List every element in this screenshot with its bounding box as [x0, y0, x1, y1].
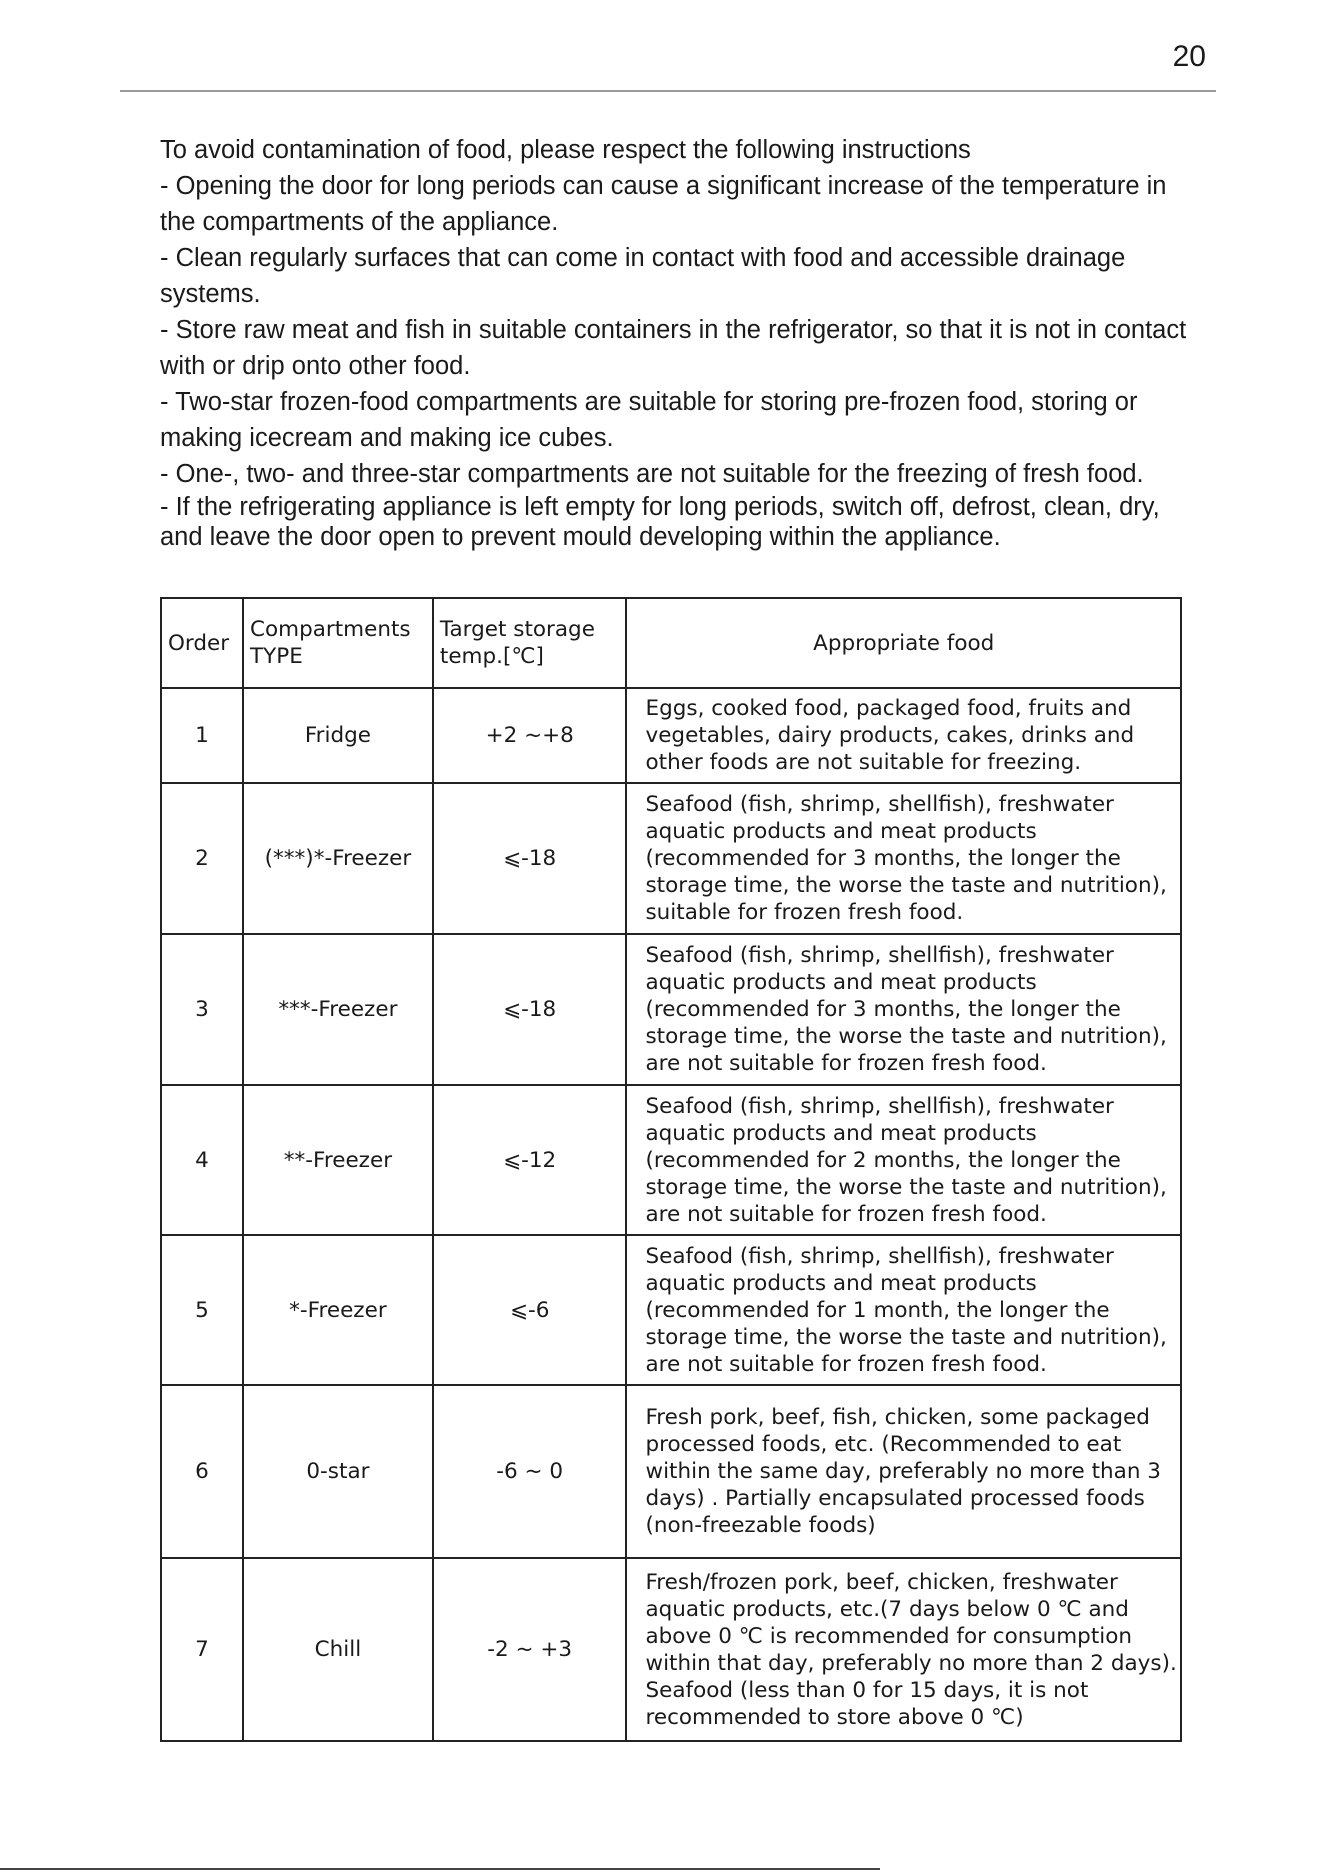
footer-divider: [0, 1868, 880, 1870]
header-order: Order: [161, 598, 243, 688]
cell-food: Seafood (fish, shrimp, shellfish), freshwater aquatic products and meat products (recommended for 2 months, the longer the storage time, the worse the taste and nutrition), are not suitable for frozen fresh food.: [626, 1085, 1181, 1235]
cell-type: Chill: [243, 1558, 433, 1741]
storage-table: [160, 597, 1182, 1742]
cell-food: Seafood (fish, shrimp, shellfish), freshwater aquatic products and meat products (recommended for 3 months, the longer the storage time, the worse the taste and nutrition), are not suitable for frozen fresh food.: [626, 934, 1181, 1085]
cell-order: 2: [161, 783, 243, 934]
cell-temp: ⩽-18: [433, 934, 627, 1085]
table-row: [161, 1558, 1181, 1741]
cell-order: 7: [161, 1558, 243, 1741]
instructions-section: [160, 132, 1190, 552]
table-row: [161, 783, 1181, 934]
cell-type: 0-star: [243, 1385, 433, 1558]
cell-type: ***-Freezer: [243, 934, 433, 1085]
cell-type: *-Freezer: [243, 1235, 433, 1385]
cell-temp: ⩽-6: [433, 1235, 627, 1385]
table-row: [161, 1385, 1181, 1558]
cell-food: Eggs, cooked food, packaged food, fruits and vegetables, dairy products, cakes, drinks and other foods are not suitable for freezing.: [626, 688, 1181, 783]
cell-temp: -2 ~ +3: [433, 1558, 627, 1741]
header-appropriate-food: Appropriate food: [626, 598, 1181, 688]
cell-order: 5: [161, 1235, 243, 1385]
cell-order: 4: [161, 1085, 243, 1235]
cell-temp: -6 ~ 0: [433, 1385, 627, 1558]
cell-temp: +2 ~+8: [433, 688, 627, 783]
cell-temp: ⩽-12: [433, 1085, 627, 1235]
cell-order: 1: [161, 688, 243, 783]
cell-type: Fridge: [243, 688, 433, 783]
table-row: [161, 934, 1181, 1085]
header-target-temp: Target storage temp.[℃]: [433, 598, 627, 688]
cell-food: Seafood (fish, shrimp, shellfish), freshwater aquatic products and meat products (recommended for 3 months, the longer the storage time, the worse the taste and nutrition), suitable for frozen fresh food.: [626, 783, 1181, 934]
header-compartment-type: Compartments TYPE: [243, 598, 433, 688]
instruction-item: - One-, two- and three-star compartments are not suitable for the freezing of fresh food.: [160, 460, 1144, 488]
instruction-item: - Opening the door for long periods can cause a significant increase of the temperature in the compartments of the appliance.: [160, 172, 1167, 236]
cell-type: (***)*-Freezer: [243, 783, 433, 934]
cell-temp: ⩽-18: [433, 783, 627, 934]
header-divider: [120, 90, 1216, 92]
instruction-item: - If the refrigerating appliance is left empty for long periods, switch off, defrost, clean, dry, and leave the door open to prevent mould developing within the appliance.: [160, 493, 1160, 551]
instruction-item: - Store raw meat and fish in suitable containers in the refrigerator, so that it is not in contact with or drip onto other food.: [160, 316, 1187, 380]
table-header-row: [161, 598, 1181, 688]
cell-food: Seafood (fish, shrimp, shellfish), freshwater aquatic products and meat products (recommended for 1 month, the longer the storage time, the worse the taste and nutrition), are not suitable for frozen fresh food.: [626, 1235, 1181, 1385]
cell-order: 6: [161, 1385, 243, 1558]
instruction-item: - Two-star frozen-food compartments are suitable for storing pre-frozen food, storing or making icecream and making ice cubes.: [160, 388, 1138, 452]
cell-food: Fresh pork, beef, fish, chicken, some packaged processed foods, etc. (Recommended to eat within the same day, preferably no more than 3 days) . Partially encapsulated processed foods (non-freezable foods): [626, 1385, 1181, 1558]
instruction-item: - Clean regularly surfaces that can come in contact with food and accessible drainage systems.: [160, 244, 1126, 308]
instructions-heading: To avoid contamination of food, please respect the following instructions: [160, 136, 971, 164]
table-row: [161, 688, 1181, 783]
cell-type: **-Freezer: [243, 1085, 433, 1235]
cell-order: 3: [161, 934, 243, 1085]
cell-food: Fresh/frozen pork, beef, chicken, freshwater aquatic products, etc.(7 days below 0 ℃ and above 0 ℃ is recommended for consumption within that day, preferably no more than 2 days). Seafood (less than 0 for 15 days, it is not recommended to store above 0 ℃): [626, 1558, 1181, 1741]
table-row: [161, 1235, 1181, 1385]
table-row: [161, 1085, 1181, 1235]
page-number: 20: [1172, 40, 1206, 73]
